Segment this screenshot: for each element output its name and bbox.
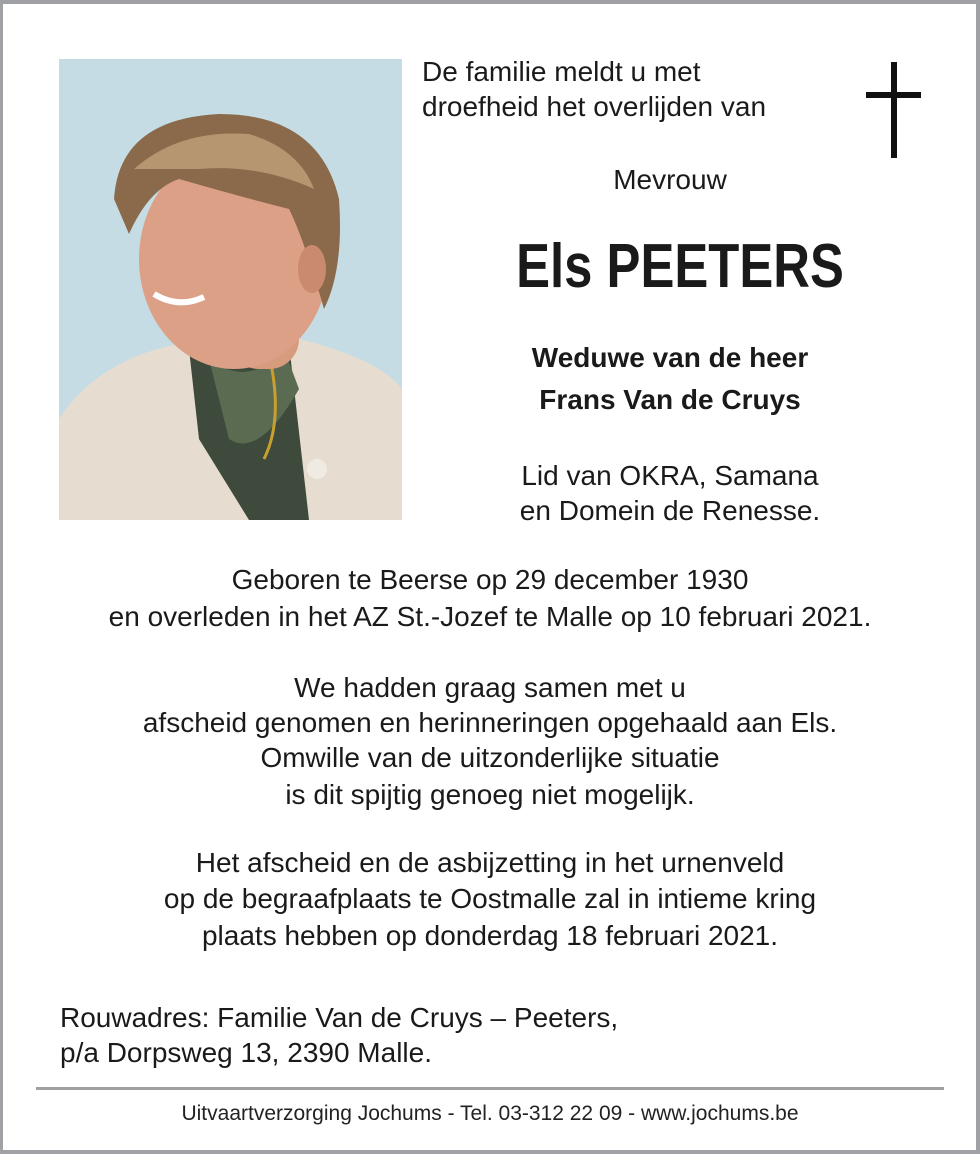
intro-line-2: droefheid het overlijden van bbox=[422, 91, 767, 122]
address-line-2: p/a Dorpsweg 13, 2390 Malle. bbox=[60, 1037, 432, 1068]
footer-divider bbox=[36, 1087, 944, 1090]
membership-line-1: Lid van OKRA, Samana bbox=[521, 460, 819, 491]
honorific: Mevrouw bbox=[613, 164, 727, 195]
address-line-1: Rouwadres: Familie Van de Cruys – Peeters, bbox=[60, 1002, 619, 1033]
spouse-line-1: Weduwe van de heer bbox=[531, 342, 809, 373]
portrait-image bbox=[59, 59, 402, 520]
funeral-home-footer: Uitvaartverzorging Jochums - Tel. 03-312 22 09 - www.jochums.be bbox=[181, 1102, 799, 1125]
ceremony-line-1: Het afscheid en de asbijzetting in het urnenveld bbox=[195, 847, 785, 878]
cross-icon bbox=[891, 62, 897, 158]
intro-line-1: De familie meldt u met bbox=[422, 56, 701, 87]
death-line: en overleden in het AZ St.-Jozef te Malle op 10 februari 2021. bbox=[108, 601, 872, 632]
message-line-3: Omwille van de uitzonderlijke situatie bbox=[260, 742, 720, 773]
membership-line-2: en Domein de Renesse. bbox=[519, 495, 821, 526]
cross-icon-bar bbox=[866, 92, 921, 98]
ceremony-line-3: plaats hebben op donderdag 18 februari 2021. bbox=[201, 920, 779, 951]
portrait-photo bbox=[59, 59, 402, 520]
message-line-2: afscheid genomen en herinneringen opgehaald aan Els. bbox=[142, 707, 838, 738]
ceremony-line-2: op de begraafplaats te Oostmalle zal in intieme kring bbox=[163, 883, 817, 914]
message-line-1: We hadden graag samen met u bbox=[294, 672, 686, 703]
birth-line: Geboren te Beerse op 29 december 1930 bbox=[231, 564, 749, 595]
message-line-4: is dit spijtig genoeg niet mogelijk. bbox=[285, 779, 695, 810]
spouse-line-2: Frans Van de Cruys bbox=[539, 384, 801, 415]
deceased-name: Els PEETERS bbox=[516, 232, 844, 301]
